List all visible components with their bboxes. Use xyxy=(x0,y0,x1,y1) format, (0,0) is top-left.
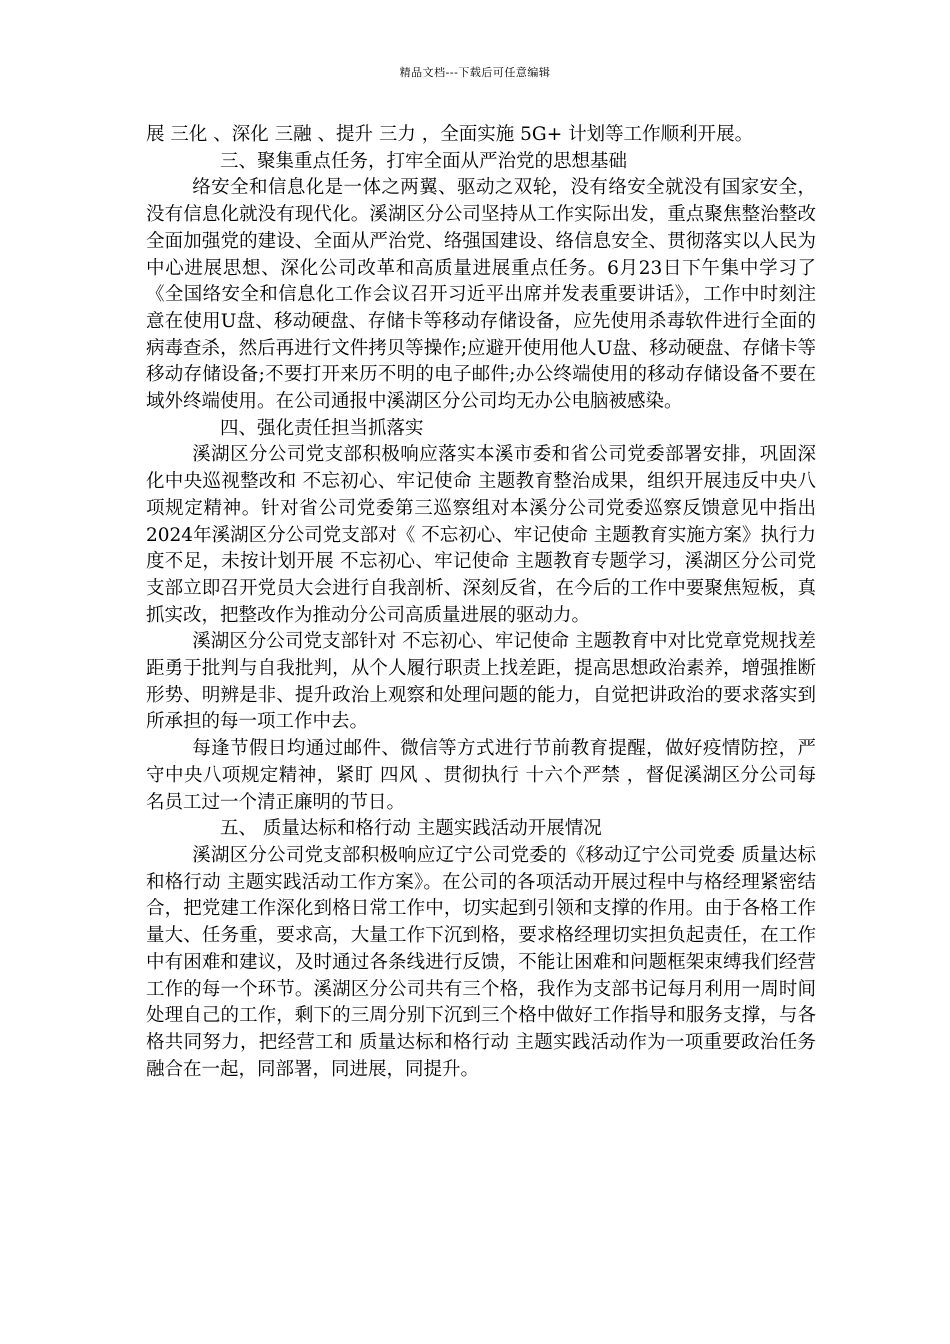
section-heading-3: 三、聚集重点任务，打牢全面从严治党的思想基础 xyxy=(220,150,628,172)
section-heading-4: 四、强化责任担当抓落实 xyxy=(220,417,424,439)
section-heading-5: 五、 质量达标和格行动 主题实践活动开展情况 xyxy=(220,818,602,840)
paragraph: 溪湖区分公司党支部积极响应辽宁公司党委的《移动辽宁公司党委 质量达标和格行动 主题实践活动工作方案》。在公司的各项活动开展过程中与格经理紧密结合，把党建工作深化到格日常工作中，切实起到引领和支撑的作用。由于各格工作量大、任务重，要求高，大量工作下沉到格，要求格经理切实担负起责任，在工作中有困难和建议，及时通过各条线进行反馈，不能让困难和问题框架束缚我们经营工作的每一个环节。溪湖区分公司共有三个格，我作为支部书记每月利用一周时间处理自己的工作，剩下的三周分别下沉到三个格中做好工作指导和服务支撑，与各格共同努力，把经营工和 质量达标和格行动 主题实践活动作为一项重要政治任务融合在一起，同部署，同进展，同提升。 xyxy=(146,844,816,1080)
paragraph: 溪湖区分公司党支部积极响应落实本溪市委和省公司党委部署安排，巩固深化中央巡视整改和 不忘初心、牢记使命 主题教育整治成果，组织开展违反中央八项规定精神。针对省公司党委第三巡察组对本溪分公司党委巡察反馈意见中指出2024年溪湖区分公司党支部对《 不忘初心、牢记使命 主题教育实施方案》执行力度不足，未按计划开展 不忘初心、牢记使命 主题教育专题学习，溪湖区分公司党支部立即召开党员大会进行自我剖析、深刻反省，在今后的工作中要聚焦短板，真抓实改，把整改作为推动分公司高质量进展的驱动力。 xyxy=(146,444,816,626)
page-header: 精品文档---下载后可任意编辑 xyxy=(399,66,551,79)
document-body xyxy=(146,122,816,1083)
paragraph: 溪湖区分公司党支部针对 不忘初心、牢记使命 主题教育中对比党章党规找差距勇于批判与自我批判，从个人履行职责上找差距，提高思想政治素养，增强推断形势、明辨是非、提升政治上观察和处理问题的能力，自觉把讲政治的要求落实到所承担的每一项工作中去。 xyxy=(146,631,816,733)
paragraph-continuation: 展 三化 、深化 三融 、提升 三力 ，全面实施 5G+ 计划等工作顺利开展。 xyxy=(146,124,754,145)
paragraph: 络安全和信息化是一体之两翼、驱动之双轮，没有络安全就没有国家安全，没有信息化就没有现代化。溪湖区分公司坚持从工作实际出发，重点聚焦整治整改全面加强党的建设、全面从严治党、络强国建设、络信息安全、贯彻落实以人民为中心进展思想、深化公司改革和高质量进展重点任务。6月23日下午集中学习了《全国络安全和信息化工作会议召开习近平出席并发表重要讲话》，工作中时刻注意在使用U盘、移动硬盘、存储卡等移动存储设备，应先使用杀毒软件进行全面的病毒查杀，然后再进行文件拷贝等操作;应避开使用他人U盘、移动硬盘、存储卡等移动存储设备;不要打开来历不明的电子邮件;办公终端使用的移动存储设备不要在域外终端使用。在公司通报中溪湖区分公司均无办公电脑被感染。 xyxy=(146,177,816,413)
paragraph: 每逢节假日均通过邮件、微信等方式进行节前教育提醒，做好疫情防控，严守中央八项规定精神，紧盯 四风 、贯彻执行 十六个严禁 ，督促溪湖区分公司每名员工过一个清正廉明的节日。 xyxy=(146,738,816,813)
